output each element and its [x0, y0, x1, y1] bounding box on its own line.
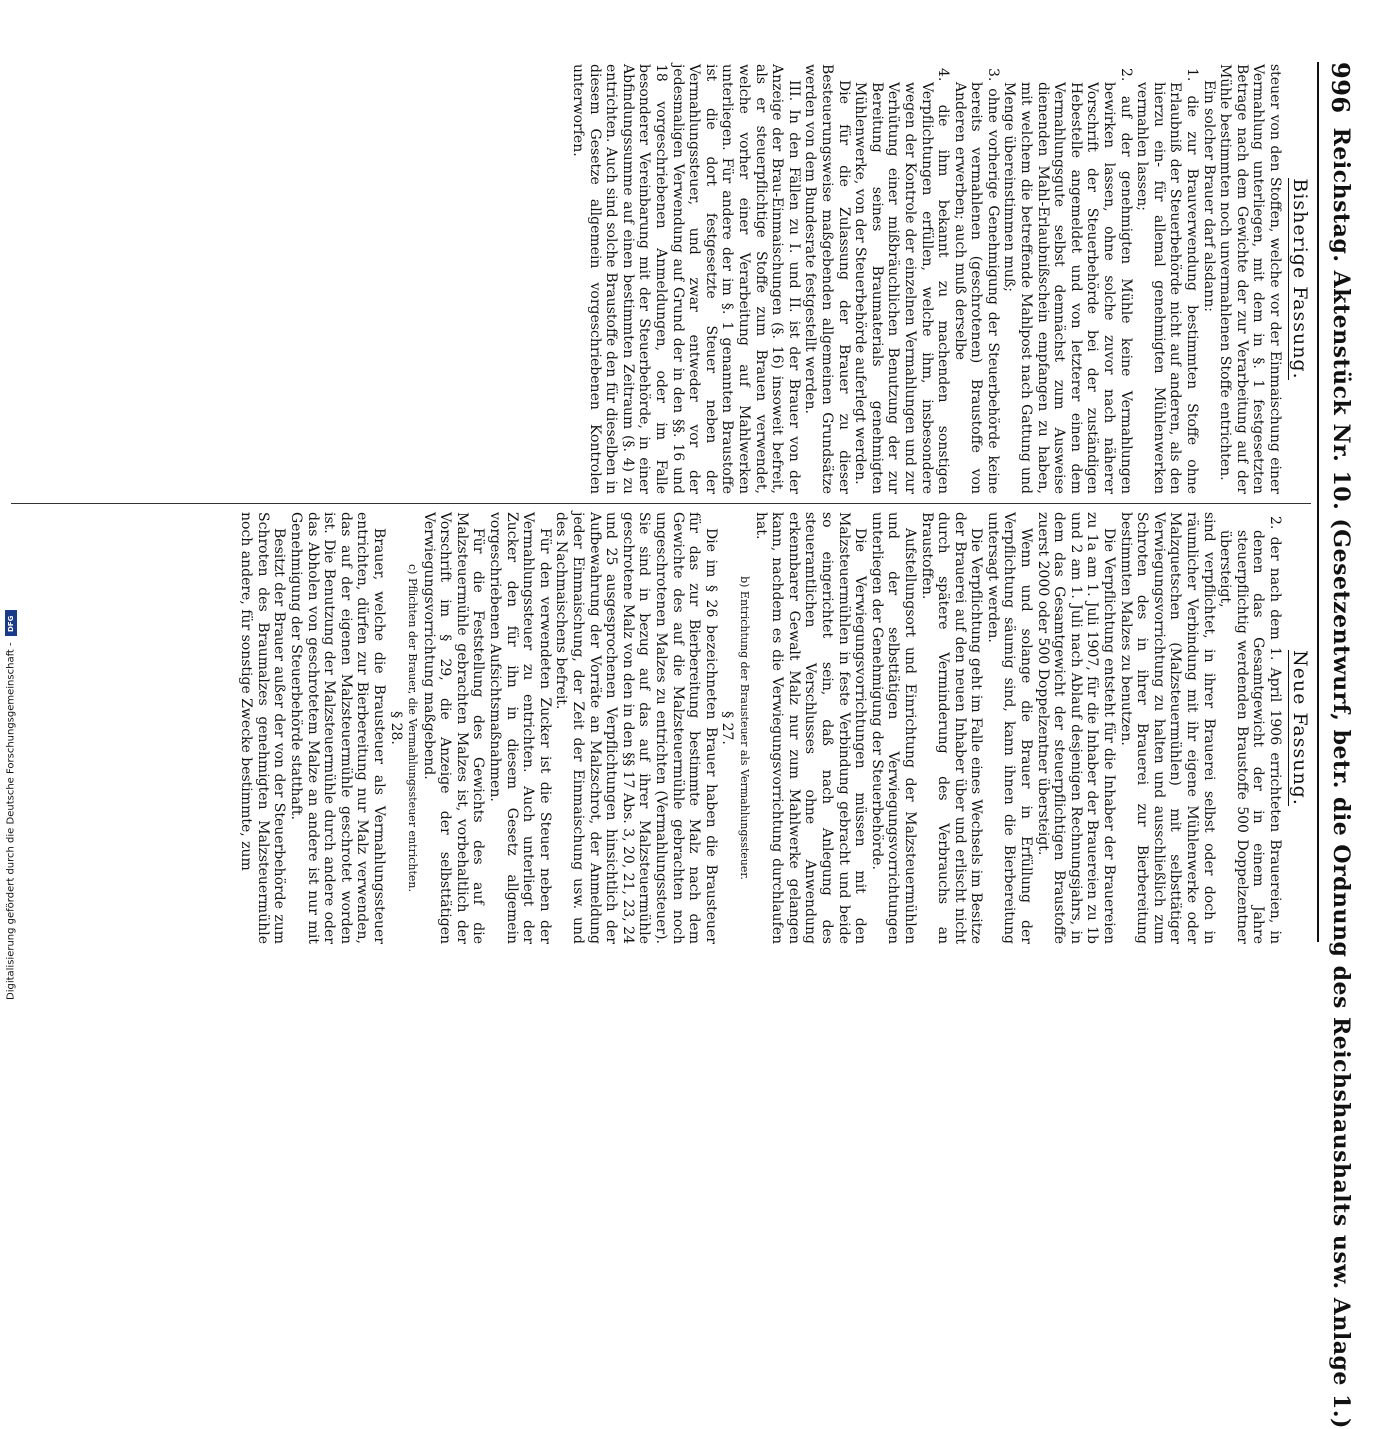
paragraph: Aufstellungsort und Einrichtung der Malzsteuermühlen und der selbsttätigen Verwiegungsvorrichtungen unterliegen der Genehmigung der Steuerbehörde. [868, 512, 918, 944]
list-item: 4. die ihm bekannt zu machenden sonstigen Verpflichtungen erfüllen, welche ihm, insbesondere wegen der Kontrole der einzelnen Vermahlungen und zur Verhütung einer mißbräuchlichen Benutzung der zur Bereitung seines Braumaterials genehmigten Mühlenwerke, von der Steuerbehörde auferlegt werden. [852, 68, 952, 494]
left-column-title: Bisherige Fassung. [1289, 178, 1311, 380]
paragraph: Ein solcher Brauer darf alsdann: [1200, 80, 1217, 313]
paragraph: Die Verpflichtung entsteht für die Inhaber der Brauereien zu 1a am 1. Juli 1907, für die Inhaber der Brauereien zu 1b und 2 am 1. Juli nach Ablauf desjenigen Rechnungsjahrs, in dem das Gesamtgewicht der steuerpflichtigen Braustoffe zuerst 2000 oder 500 Doppelzentner übersteigt. [1034, 512, 1118, 944]
paragraph: steuer von den Stoffen, welche vor der Einmaischung einer Vermahlung unterliegen, mit dem in §. 1 festgesetzten Betrage nach dem Gewichte der zur Verarbeitung auf der Mühle bestimmten noch unvermahlenen Stoffe entrichten. [1217, 64, 1283, 494]
list-item: 1. die zur Brauverwendung bestimmten Stoffe ohne Erlaubniß der Steuerbehörde nicht auf anderen, als den hierzu ein- für allemal genehmigten Mühlenwerken vermahlen lassen; [1134, 68, 1201, 494]
list-item: 3. ohne vorherige Genehmigung der Steuerbehörde keine bereits vermahlenen (geschrotenen) Braustoffe von Anderen erwerben; auch muß derselbe [951, 68, 1001, 494]
paragraph: Die für die Zulassung der Brauer zu dieser Besteuerungsweise maßgebenden allgemeinen Grundsätze werden von dem Bundesrate festgestellt werden. [802, 64, 852, 494]
list-item: 2. der nach dem 1. April 1906 errichteten Brauereien, in denen das Gesamtgewicht der in einem Jahre steuerpflichtig werdenden Braustoffe 500 Doppelzentner übersteigt, [1217, 516, 1283, 944]
header-title: Reichstag. Aktenstück Nr. 10. (Gesetzentwurf, betr. die Ordnung des Reichshaushalts usw. Anlage 1.) [1328, 127, 1354, 1429]
left-column [569, 64, 1283, 494]
paragraph: Wenn und solange die Brauer in Erfüllung der Verpflichtung säumig sind, kann ihnen die Bierbereitung untersagt werden. [984, 512, 1035, 944]
dfg-logo-icon: DFG [5, 610, 17, 636]
right-column [238, 512, 1283, 944]
paragraph: Die im § 26 bezeichneten Brauer haben die Brausteuer für das zur Bierbereitung bestimmte Malz nach dem Gewichte des auf die Malzsteuermühle gebrachten noch ungeschrotenen Malzes zu entrichten (Vermahlungssteuer). Sie sind in bezug auf das auf ihrer Malzsteuermühle geschrotene Malz von den in den §§ 17 Abs. 3, 20, 21, 23, 24 und 25 ausgesprochenen Verpflichtungen hinsichtlich der Aufbewahrung der Vorräte an Malzschrot, der Anmeldung jeder Einmaischung, der Zeit der Einmaischung usw. und des Nachmaischens befreit. [553, 512, 719, 944]
paragraph: Die Verpflichtung geht im Falle eines Wechsels im Besitze der Brauerei auf den neuen Inhaber über und erlischt nicht durch spätere Verminderung des Verbrauchs an Braustoffen. [918, 512, 985, 944]
header-rule [1317, 62, 1319, 942]
paragraph: sind verpflichtet, in ihrer Brauerei selbst oder doch in räumlicher Verbindung mit ihr eigene Mühlenwerke oder Malzquetschen (Malzsteuermühlen) mit selbsttätiger Verwiegungsvorrichtung zu halten und ausschließlich zum Schroten des in ihrer Brauerei zur Bierbereitung bestimmten Malzes zu benutzen. [1117, 512, 1217, 944]
list-item: 2. auf der genehmigten Mühle keine Vermahlungen bewirken lassen, ohne solche zuvor nach näherer Vorschrift der Steuerbehörde bei der zuständigen Hebestelle angemeldet und von letzterer einen dem Vermahlungsgute selbst demnächst zum Ausweise dienenden Mahl-Erlaubnißschein empfangen zu haben, mit welchem die betreffende Mahlpost nach Gattung und Menge übereinstimmen muß; [1001, 68, 1134, 494]
digitization-footer [4, 140, 18, 1000]
subheading-b: b) Entrichtung der Brausteuer als Vermahlungssteuer. [738, 576, 751, 880]
page-number: 996 [1326, 62, 1356, 114]
subheading-c: c) Pflichten der Brauer, die Vermahlungssteuer entrichten. [406, 564, 420, 892]
section-27-heading: § 27. [719, 711, 736, 745]
paragraph: Besitzt der Brauer außer der von der Steuerbehörde zum Schroten des Braumalzes genehmigten Malzsteuermühle noch andere, für sonstige Zwecke bestimmte, zum [238, 512, 288, 944]
paragraph: Für die Feststellung des Gewichts des auf die Malzsteuermühle gebrachten Malzes ist, vorbehaltlich der Vorschrift im § 29, die Anzeige der selbsttätigen Verwiegungsvorrichtung maßgebend. [420, 512, 487, 944]
paragraph: Für den verwendeten Zucker ist die Steuer neben der Vermahlungssteuer zu entrichten. Auch unterliegt der Zucker den für ihn in diesem Gesetz allgemein vorgeschriebenen Aufsichtsmaßnahmen. [487, 512, 553, 944]
column-divider [11, 503, 1311, 504]
paragraph: III. In den Fällen zu I. und II. ist der Brauer von der Anzeige der Brau-Einmaischungen (§. 16) insoweit befreit, als er steuerpflichtige Stoffe zum Brauen verwendet, welche vorher einer Verarbeitung auf Mahlwerken unterliegen. Für andere der im §. 1 genannten Braustoffe ist die dort festgesetzte Steuer neben der Vermahlungssteuer, und zwar entweder vor der jedesmaligen Verwendung auf Grund der in den §§. 16 und 18 vorgeschriebenen Anmeldungen, oder im Falle besonderer Vereinbarung mit der Steuerbehörde, in einer Abfindungssumme auf einen bestimmten Zeitraum (§. 4) zu entrichten. Auch sind solche Braustoffe den für dieselben in diesem Gesetze allgemein vorgeschriebenen Kontrolen unterworfen. [570, 64, 802, 494]
page-header [1321, 62, 1361, 1429]
section-28-heading: § 28. [387, 711, 404, 745]
footer-text: Digitalisierung gefördert durch die Deutsche Forschungsgemeinschaft - [5, 642, 17, 1000]
paragraph: Brauer, welche die Brausteuer als Vermahlungssteuer entrichten, dürfen zur Bierbereitung nur Malz verwenden, das auf der eigenen Malzsteuermühle geschrotet worden ist. Die Benutzung der Malzsteuermühle durch andere oder das Abholen von geschrotetem Malze an andere ist nur mit Genehmigung der Steuerbehörde statthaft. [287, 512, 387, 944]
paragraph: Die Verwiegungsvorrichtungen müssen mit den Malzsteuermühlen in feste Verbindung gebracht und beide so eingerichtet sein, daß nach Anlegung des steueramtlichen Verschlusses ohne Anwendung erkennbarer Gewalt Malz nur zum Mahlwerke gelangen kann, nachdem es die Verwiegungsvorrichtung durchlaufen hat. [752, 512, 869, 944]
right-column-title: Neue Fassung. [1289, 650, 1311, 806]
